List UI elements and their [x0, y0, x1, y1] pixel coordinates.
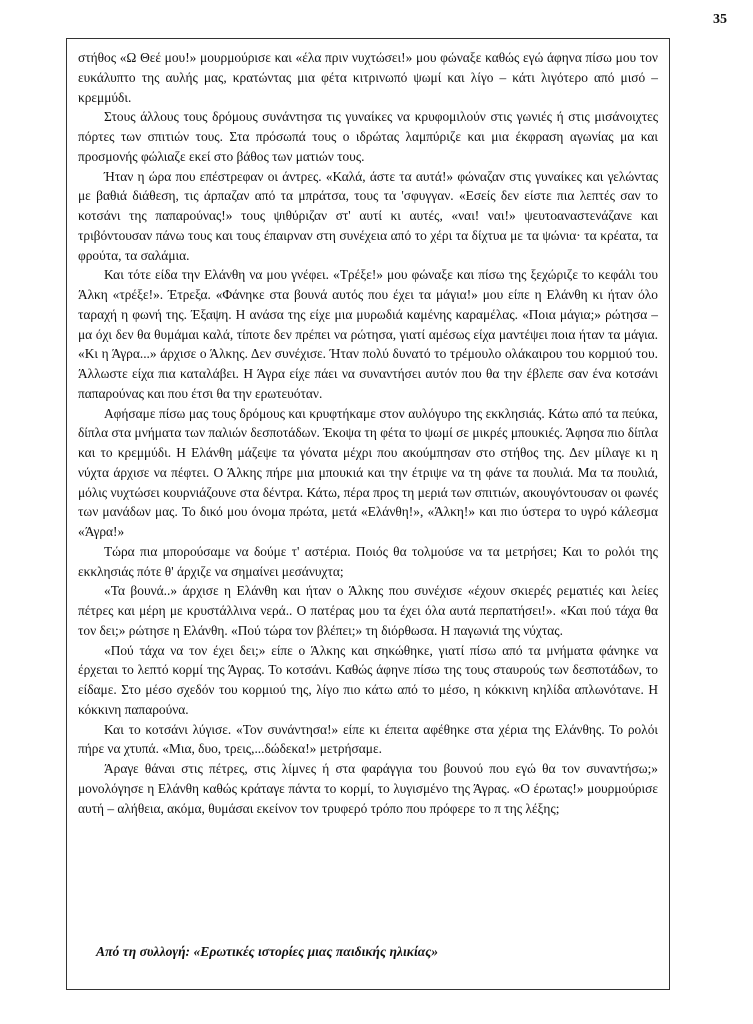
paragraph: Άραγε θάναι στις πέτρες, στις λίμνες ή στα φαράγγια του βουνού που εγώ θα τον συναντήσω;» μονολόγησε η Ελάνθη καθώς κράταγε πάντα το κορμί, το λυγισμένο της Άγρας. «Ο έρωτας!» μουρμούρισε αυτή – αλήθεια, ακόμα, θυμάσαι εκείνον τον τρυφερό τρόπο που πρόφερε το π της λέξης; — [78, 761, 658, 816]
paragraph: στήθος «Ω Θεέ μου!» μουρμούρισε και «έλα πριν νυχτώσει!» μου φώναξε καθώς εγώ άφηνα πίσω μου τον ευκάλυπτο της αυλής μας, κρατώντας μια φέτα κιτρινωπό ψωμί και λίγο – κάτι λιγότερο από μισό – κρεμμύδι. — [78, 50, 658, 105]
story-text — [78, 48, 658, 818]
paragraph: Στους άλλους τους δρόμους συνάντησα τις γυναίκες να κρυφομιλούν στις γωνιές ή στις μισάνοιχτες πόρτες των σπιτιών τους. Στα πρόσωπά τους ο ιδρώτας λαμπύριζε και μια έκφραση αγωνίας μα και προσμονής φώλιαζε εκεί στο βάθος των ματιών τους. — [78, 109, 658, 164]
paragraph: Και το κοτσάνι λύγισε. «Τον συνάντησα!» είπε κι έπειτα αφέθηκε στα χέρια της Ελάνθης. Το ρολόι πήρε να χτυπά. «Μια, δυο, τρεις,...δώδεκα!» μετρήσαμε. — [78, 721, 658, 757]
paragraph: Και τότε είδα την Ελάνθη να μου γνέφει. «Τρέξε!» μου φώναξε και πίσω της ξεχώριζε το κεφάλι του Άλκη «τρέξε!». Έτρεξα. «Φάνηκε στα βουνά αυτός που έχει τα μάγια!» μου είπε η Ελάνθη κι ήταν όλο ταραχή η φωνή της. Έξαψη. Η ανάσα της είχε μια μυρωδιά καμένης καραμέλας. «Ποια μάγια;» ρώτησα – μα όχι δεν θα θυμάμαι καλά, τίποτε δεν πρέπει να ρώτησα, γιατί αμέσως είχα μαντέψει ποια ήταν τα μάγια. «Κι η Άγρα...» άρχισε ο Άλκης. Δεν συνέχισε. Ήταν πολύ δυνατό το τρέμουλο ολάκαιρου του κορμιού του. Άλλωστε είχα πια καταλάβει. Η Άγρα είχε πάει να συναντήσει αυτόν που θα την έβλεπε σαν ένα κοτσάνι παπαρούνας και που έτσι θα την ερωτευόταν. — [78, 267, 658, 401]
paragraph: «Πού τάχα να τον έχει δει;» είπε ο Άλκης και σηκώθηκε, γιατί πίσω από τα μνήματα φάνηκε να έρχεται το λεπτό κορμί της Άγρας. Το κοτσάνι. Καθώς άφηνε πίσω της τους σταυρούς των δεσποτάδων, το είδαμε. Στο μέσο σχεδόν του κορμιού της, λίγο πιο κάτω από το μέσο, η κόκκινη κηλίδα απλωνότανε. Η κόκκινη παπαρούνα. — [78, 642, 658, 717]
page-number: 35 — [713, 12, 727, 27]
paragraph: Αφήσαμε πίσω μας τους δρόμους και κρυφτήκαμε στον αυλόγυρο της εκκλησιάς. Κάτω από τα πεύκα, δίπλα στα μνήματα των παλιών δεσποτάδων. Έκοψα τη φέτα το ψωμί σε μικρές μπουκιές. Άφησα πιο δίπλα και το κρεμμύδι. Η Ελάνθη μάζεψε τα γόνατα μέχρι που ακούμπησαν στο στήθος της. Δεν μίλαγε κι η νύχτα άρχισε να πέφτει. Ο Άλκης πήρε μια μπουκιά και την έτριψε να τη φάνε τα πουλιά. Μα τα πουλιά, μόλις νυχτώσει κουρνιάζουνε στα δέντρα. Κάτω, πέρα προς τη μεριά των σπιτιών, ακουγόντουσαν οι φωνές των μανάδων μας. Το δικό μου όνομα πρώτα, μετά «Ελάνθη!», «Άλκη!» και πιο ύστερα το υγρό κάλεσμα «Άγρα!» — [78, 405, 658, 539]
source-citation: Από τη συλλογή: «Ερωτικές ιστορίες μιας παιδικής ηλικίας» — [96, 944, 439, 959]
paragraph: Ήταν η ώρα που επέστρεφαν οι άντρες. «Καλά, άστε τα αυτά!» φώναζαν στις γυναίκες και γελώντας με βαθιά διάθεση, τις άρπαζαν από τα μπράτσα, τους τα 'σφυγγαν. «Εσείς δεν είστε πια λεπτές σαν το κοτσάνι της παπαρούνας!» τους ψιθύριζαν στ' αυτί κι αυτές, «ναι! ναι!» ψευτοαναστενάζανε και τριβόντουσαν πάνω τους και τους έπαιρναν στη συνέχεια από το χέρι τα δίχτυα με τα ψώνια· τα κρέατα, τα φρούτα, τα σαλάμια. — [78, 168, 658, 263]
paragraph: Τώρα πια μπορούσαμε να δούμε τ' αστέρια. Ποιός θα τολμούσε να τα μετρήσει; Και το ρολόι της εκκλησιάς πότε θ' άρχιζε να σημαίνει μεσάνυχτα; — [78, 543, 658, 579]
paragraph: «Τα βουνά..» άρχισε η Ελάνθη και ήταν ο Άλκης που συνέχισε «έχουν σκιερές ρεματιές και λείες πέτρες και μέρη με κρυστάλλινα νερά.. Ο πατέρας μου τα έχει όλα αυτά περπατήσει!». «Και πού τάχα θα τον δει;» ρώτησε η Ελάνθη. «Πού τώρα τον βλέπει;» τη διόρθωσα. Η παγωνιά της νύχτας. — [78, 583, 658, 638]
